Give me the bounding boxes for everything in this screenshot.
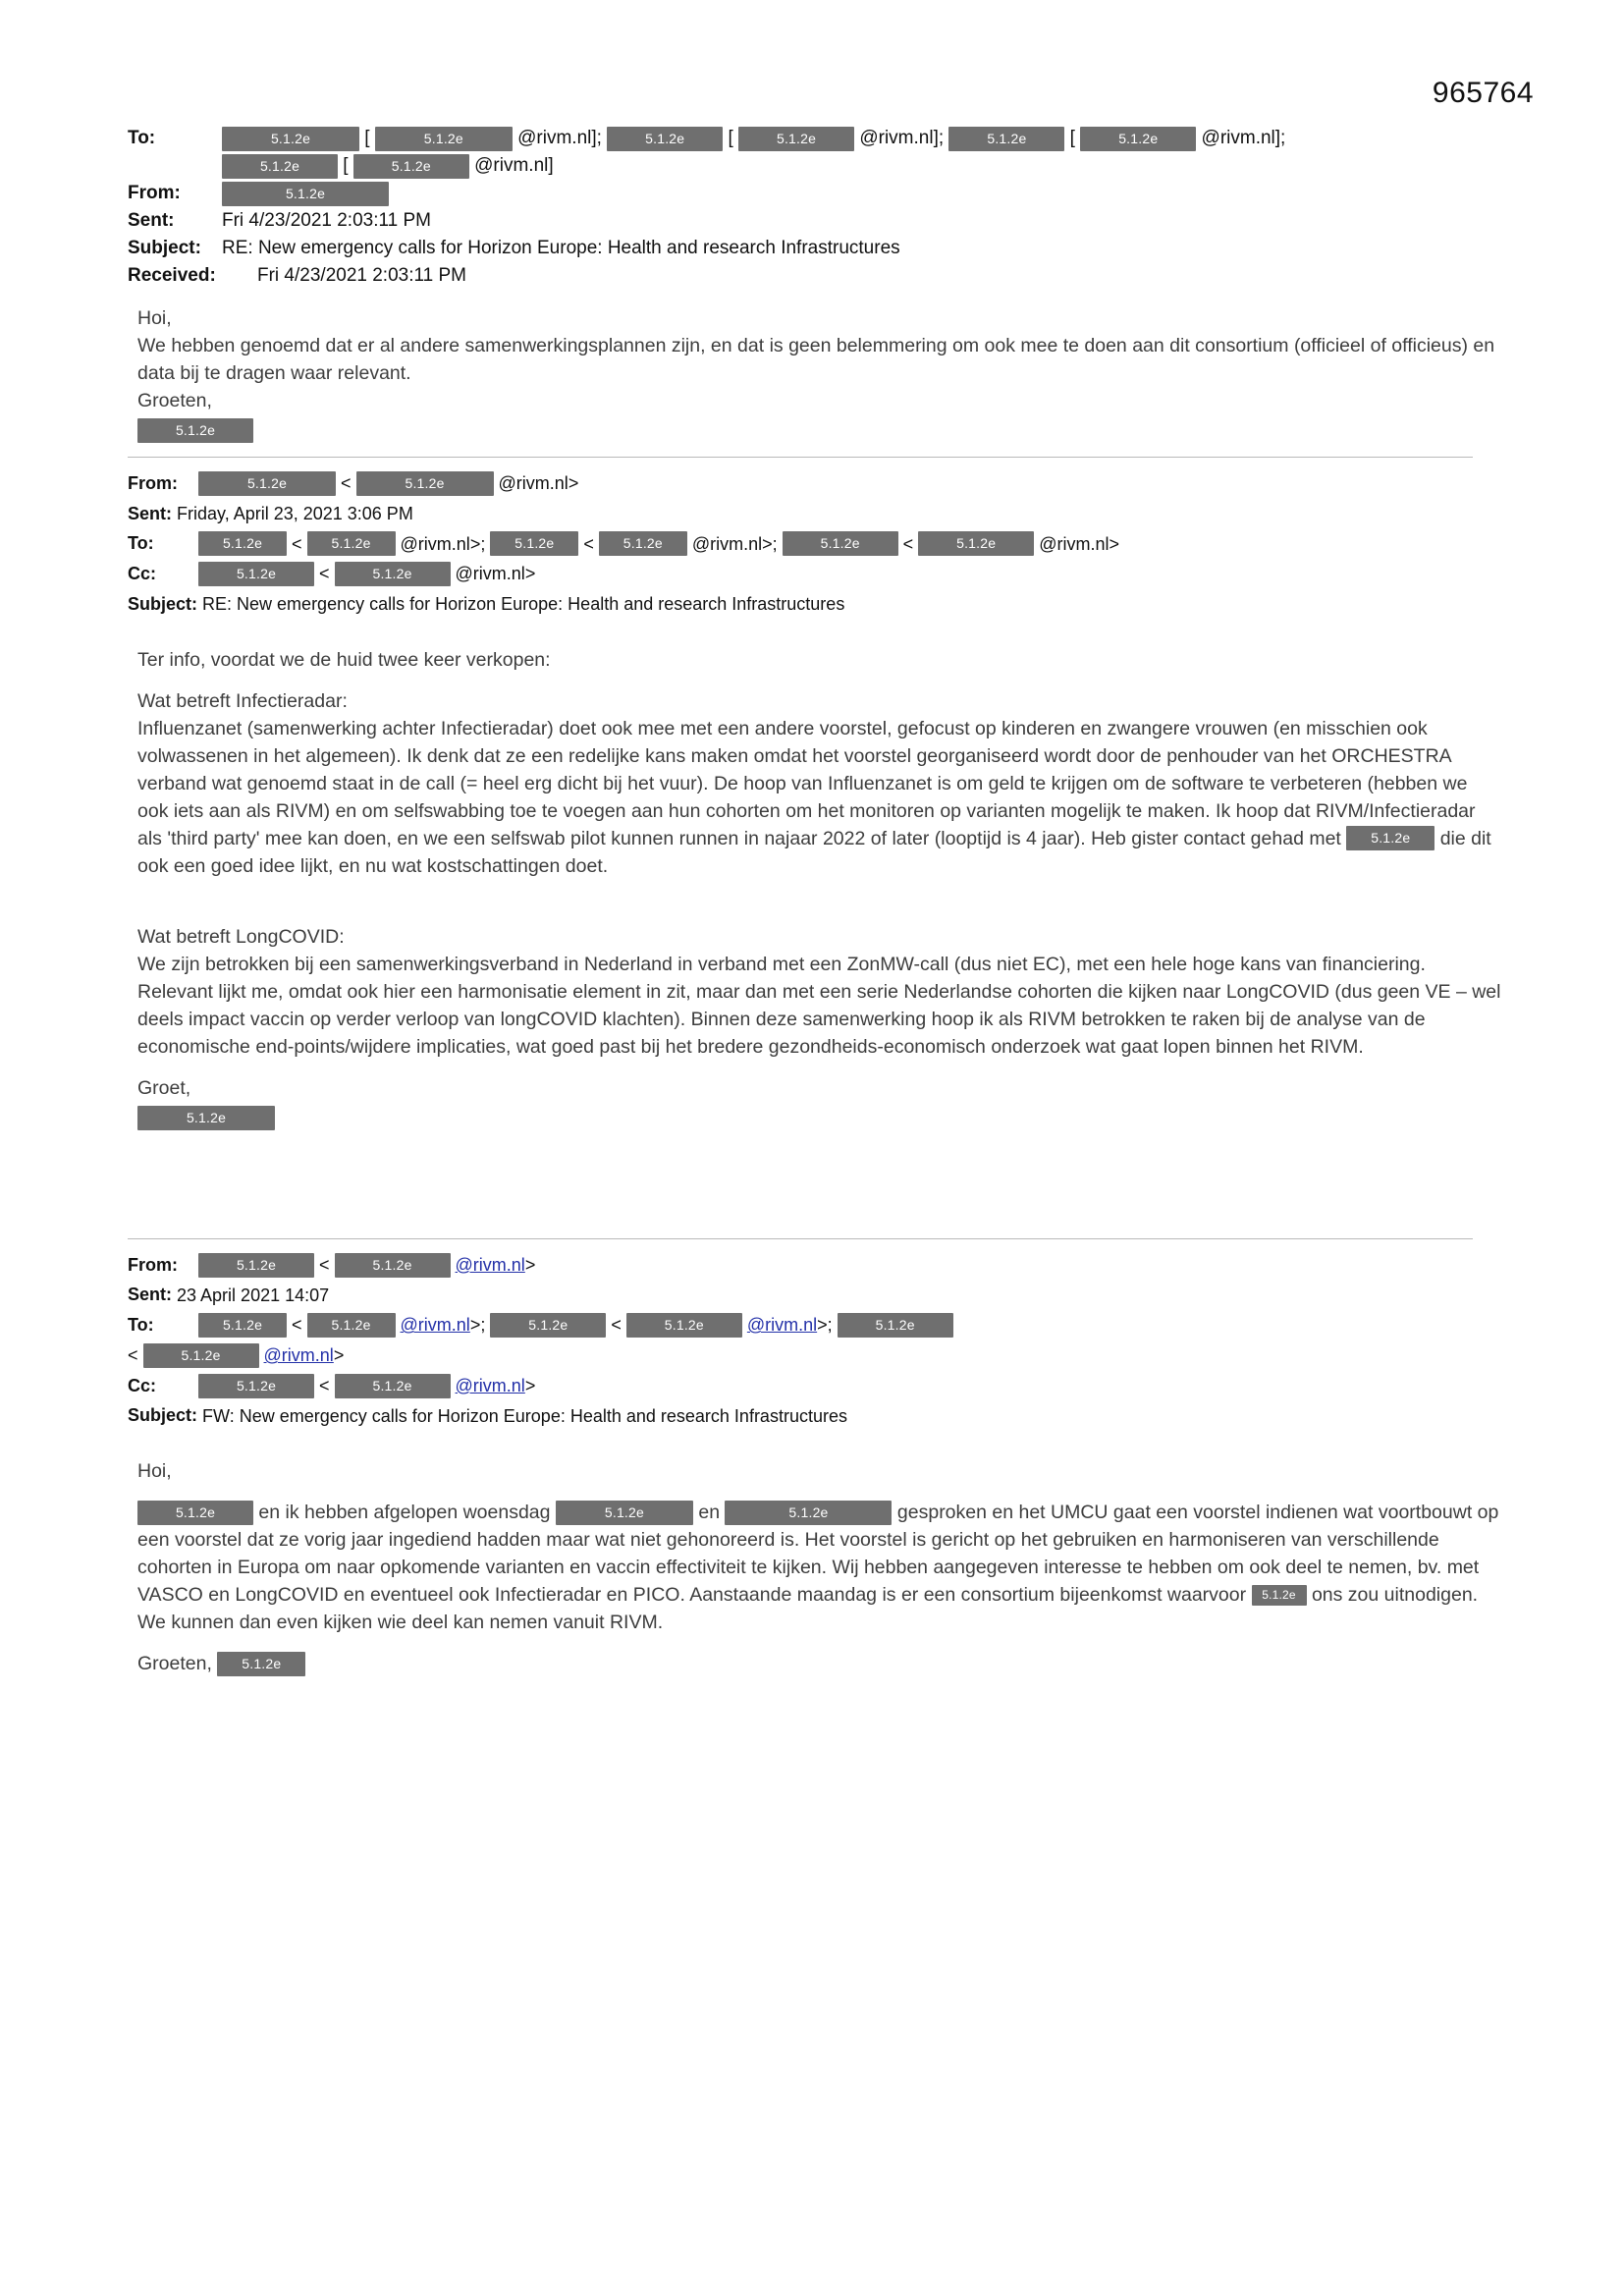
redaction: 5.1.2e (137, 1106, 275, 1130)
email-domain-link[interactable]: @rivm.nl (400, 1315, 470, 1336)
subject-value: FW: New emergency calls for Horizon Europe: Health and research Infrastructures (202, 1405, 847, 1426)
sent-label: Sent: (128, 1285, 172, 1305)
redaction: 5.1.2e (607, 127, 723, 151)
message-1-closing: Groeten, (137, 390, 212, 412)
email-domain: @rivm.nl (474, 155, 549, 177)
email-domain-link[interactable]: @rivm.nl (263, 1344, 334, 1365)
email-domain-link[interactable]: @rivm.nl (455, 1375, 525, 1395)
redaction: 5.1.2e (1346, 826, 1435, 850)
message-3-header-block (128, 1251, 1502, 1430)
redaction: 5.1.2e (222, 127, 359, 151)
sent-value: Fri 4/23/2021 2:03:11 PM (222, 210, 431, 232)
email-domain: @rivm.nl (498, 472, 568, 493)
message-3-row-subject (128, 1402, 1502, 1430)
redaction: 5.1.2e (198, 1313, 287, 1338)
message-2-header-block (128, 469, 1502, 618)
redaction: 5.1.2e (137, 418, 253, 443)
header-row-received (128, 263, 1502, 289)
redaction: 5.1.2e (198, 562, 314, 586)
subject-label: Subject: (128, 1405, 198, 1426)
to-label: To: (128, 533, 154, 554)
header-row-to-continued: 5.1.2e [ 5.1.2e @rivm.nl] (128, 153, 1502, 179)
sent-label: Sent: (128, 503, 172, 523)
message-2-heading-1: Wat betreft Infectieradar: (137, 689, 348, 712)
message-3-paragraph-part-d: ons zou uitnodigen. We kunnen dan even kijken wie deel kan nemen vanuit RIVM. (137, 1584, 1479, 1634)
email-domain: @rivm.nl (1201, 128, 1275, 148)
redaction: 5.1.2e (375, 127, 513, 151)
message-3-row-cc: Cc: 5.1.2e < 5.1.2e @rivm.nl> (128, 1372, 1502, 1399)
message-3-closing-line (137, 1650, 1502, 1677)
message-3-paragraph-part-c: gesproken en het UMCU gaat een voorstel indienen wat voortbouwt op een voorstel dat ze vorig jaar ingediend hadden maar wat niet gehonoreerd is. Het voorstel is gericht op het gebruiken en harmoniseren van verschillende cohorten in Europa om naar opkomende varianten en vaccin effectiviteit te kijken. Wij hebben aangegeven interesse te hebben om ook deel te nemen, bv. met VASCO en LongCOVID en eventueel ook Infectieradar en PICO. Aanstaande maandag is er een consortium bijeenkomst waarvoor (137, 1502, 1499, 1607)
from-label: From: (128, 1254, 178, 1275)
redaction: 5.1.2e (335, 562, 451, 586)
redaction: 5.1.2e (356, 471, 494, 496)
sent-value: Friday, April 23, 2021 3:06 PM (177, 503, 413, 523)
redaction: 5.1.2e (948, 127, 1064, 151)
email-domain: @rivm.nl (1039, 533, 1110, 554)
redaction: 5.1.2e (783, 531, 898, 556)
message-2-row-to: To: 5.1.2e < 5.1.2e @rivm.nl>; 5.1.2e < 5.1.2e @rivm.nl>; 5.1.2e < 5.1.2e @rivm.nl> (128, 530, 1502, 558)
message-3-body (137, 1457, 1502, 1677)
redaction: 5.1.2e (198, 1374, 314, 1398)
redaction: 5.1.2e (217, 1652, 305, 1676)
sent-value: 23 April 2021 14:07 (177, 1285, 330, 1305)
redaction: 5.1.2e (1252, 1585, 1307, 1606)
email-domain: @rivm.nl (455, 564, 525, 584)
message-2-row-sent (128, 500, 1502, 527)
message-3-paragraph (137, 1499, 1502, 1636)
redaction: 5.1.2e (490, 1313, 606, 1338)
divider (128, 1238, 1473, 1239)
cc-label: Cc: (128, 1375, 157, 1395)
redaction: 5.1.2e (198, 1253, 314, 1278)
message-2-row-from: From: 5.1.2e < 5.1.2e @rivm.nl> (128, 469, 1502, 497)
message-2-row-cc: Cc: 5.1.2e < 5.1.2e @rivm.nl> (128, 560, 1502, 587)
redaction: 5.1.2e (198, 531, 287, 556)
message-3-greeting: Hoi, (137, 1460, 172, 1483)
email-domain: @rivm.nl (691, 533, 763, 554)
cc-label: Cc: (128, 564, 157, 584)
divider (128, 457, 1473, 458)
redaction: 5.1.2e (198, 471, 336, 496)
redaction: 5.1.2e (599, 531, 687, 556)
message-1-body (137, 304, 1502, 443)
subject-value: RE: New emergency calls for Horizon Europe: Health and research Infrastructures (202, 593, 845, 614)
redaction: 5.1.2e (725, 1501, 892, 1525)
document-id-stamp: 965764 (1432, 77, 1534, 109)
redaction: 5.1.2e (137, 1501, 253, 1525)
redaction: 5.1.2e (626, 1313, 742, 1338)
redaction: 5.1.2e (222, 154, 338, 179)
email-thread (128, 126, 1502, 1677)
received-label: Received: (128, 265, 216, 287)
message-1-paragraph: We hebben genoemd dat er al andere samenwerkingsplannen zijn, en dat is geen belemmering om ook mee te doen aan dit consortium (officieel of officieus) en data bij te dragen waar relevant. (137, 335, 1495, 385)
subject-label: Subject: (128, 593, 198, 614)
message-2-body (137, 646, 1502, 1130)
header-row-from (128, 181, 1502, 206)
redaction: 5.1.2e (335, 1253, 451, 1278)
email-domain-link[interactable]: @rivm.nl (746, 1315, 818, 1336)
message-2-intro: Ter info, voordat we de huid twee keer verkopen: (137, 648, 551, 671)
redaction: 5.1.2e (556, 1501, 693, 1525)
header-row-to: To: 5.1.2e [ 5.1.2e @rivm.nl]; 5.1.2e [ 5.1.2e @rivm.nl]; 5.1.2e [ 5.1.2e @rivm.nl]; (128, 126, 1502, 151)
redaction: 5.1.2e (143, 1343, 259, 1368)
message-3-row-sent (128, 1282, 1502, 1309)
message-2-paragraph-1 (137, 715, 1502, 880)
message-2-paragraph-1-part-b: die dit ook een goed idee lijkt, en nu wat kostschattingen doet. (137, 827, 1491, 877)
message-3-closing: Groeten, (137, 1653, 212, 1675)
message-3-paragraph-part-b: en (698, 1502, 721, 1524)
redaction: 5.1.2e (353, 154, 469, 179)
subject-label: Subject: (128, 238, 201, 259)
redaction: 5.1.2e (838, 1313, 953, 1338)
header-row-sent (128, 208, 1502, 234)
message-2-closing: Groet, (137, 1076, 191, 1099)
redaction: 5.1.2e (738, 127, 854, 151)
message-2-paragraph-2: We zijn betrokken bij een samenwerkingsverband in Nederland in verband met een ZonMW-call (dus niet EC), met een hele hoge kans van financiering. Relevant lijkt me, omdat ook hier een harmonisatie element in zit, maar dan met een serie Nederlandse cohorten die kijken naar LongCOVID (dus geen VE – wel deels impact vaccin op verder verloop van longCOVID klachten). Binnen deze samenwerking hoop ik als RIVM betrokken te raken bij de analyse van de economische end-points/wijdere implicaties, wat goed past bij het bredere gezondheids-economisch onderzoek wat gaat lopen binnen het RIVM. (137, 953, 1501, 1058)
message-3-row-to-continued: < 5.1.2e @rivm.nl> (128, 1341, 1502, 1369)
email-domain-link[interactable]: @rivm.nl (455, 1254, 525, 1275)
header-row-subject (128, 236, 1502, 261)
message-2-row-subject (128, 590, 1502, 618)
redaction: 5.1.2e (490, 531, 578, 556)
sent-label: Sent: (128, 210, 175, 232)
redaction: 5.1.2e (335, 1374, 451, 1398)
message-1-greeting: Hoi, (137, 307, 172, 330)
redaction: 5.1.2e (918, 531, 1034, 556)
message-2-heading-2: Wat betreft LongCOVID: (137, 925, 345, 948)
redaction: 5.1.2e (307, 1313, 396, 1338)
email-domain: @rivm.nl (400, 533, 470, 554)
redaction: 5.1.2e (222, 182, 389, 206)
to-label: To: (128, 1315, 154, 1336)
message-3-paragraph-part-a: en ik hebben afgelopen woensdag (258, 1502, 551, 1524)
from-label: From: (128, 183, 181, 204)
subject-value: RE: New emergency calls for Horizon Europe: Health and research Infrastructures (222, 238, 900, 259)
email-domain: @rivm.nl (517, 128, 592, 148)
message-2-paragraph-1-part-a: Influenzanet (samenwerking achter Infectieradar) doet ook mee met een andere voorstel, gefocust op kinderen en zwangere vrouwen (en misschien ook volwassenen in het algemeen). Ik denk dat ze een redelijke kans maken omdat het voorstel georganiseerd wordt door de penhouder van het ORCHESTRA verband wat genoemd staat in de call (= heel erg dicht bij het vuur). De hoop van Influenzanet is om geld te krijgen om de software te verbeteren (hebben we ook iets aan als RIVM) en om selfswabbing toe te voegen aan hun cohorten om het monitoren op varianten mogelijk te maken. Ik hoop dat RIVM/Infectieradar als 'third party' mee kan doen, en we een selfswab pilot kunnen runnen in najaar 2022 of later (looptijd is 4 jaar). Heb gister contact gehad met (137, 717, 1476, 849)
message-3-row-from: From: 5.1.2e < 5.1.2e @rivm.nl> (128, 1251, 1502, 1279)
redaction: 5.1.2e (307, 531, 396, 556)
from-label: From: (128, 472, 178, 493)
redaction: 5.1.2e (1080, 127, 1196, 151)
email-header-block (128, 126, 1502, 289)
to-label: To: (128, 128, 156, 148)
received-value: Fri 4/23/2021 2:03:11 PM (257, 265, 466, 287)
message-3-row-to: To: 5.1.2e < 5.1.2e @rivm.nl>; 5.1.2e < 5.1.2e @rivm.nl>; 5.1.2e (128, 1311, 1502, 1339)
email-domain: @rivm.nl (859, 128, 934, 148)
